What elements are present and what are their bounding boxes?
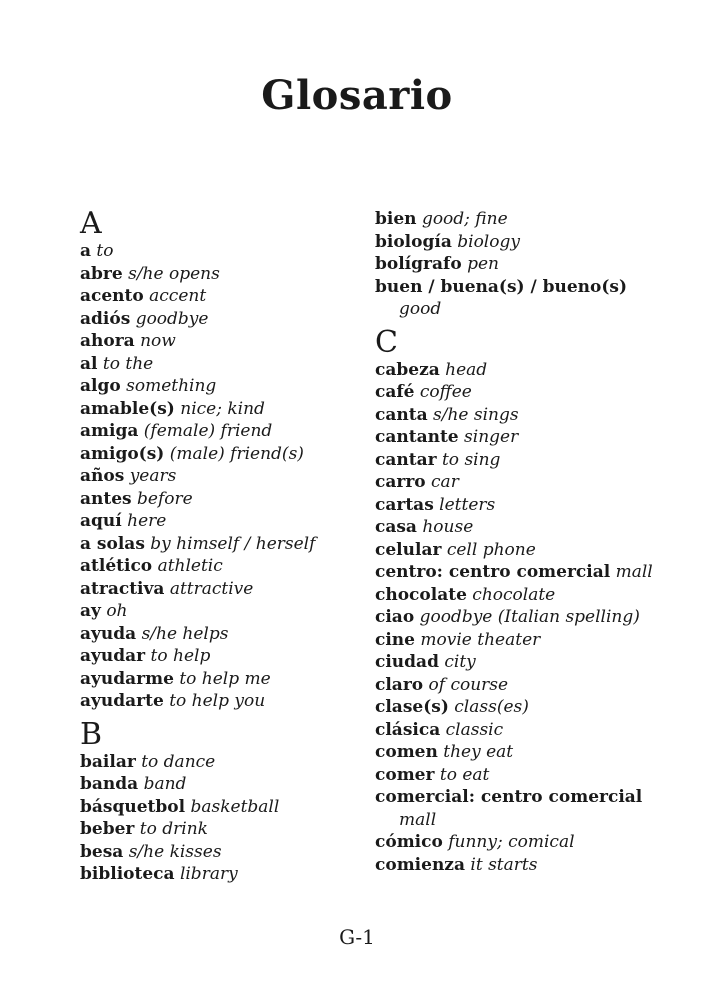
glossary-entry (80, 398, 350, 421)
glossary-entry (375, 719, 675, 742)
section-letter-c: C (375, 324, 398, 360)
glossary-entry (80, 308, 350, 331)
entry-definition: s/he helps (141, 623, 229, 644)
entry-definition: good; fine (421, 209, 508, 229)
entry-term: a (80, 241, 92, 261)
entry-definition: to sing (441, 449, 501, 470)
entry-definition: house (422, 517, 474, 537)
glossary-entry (375, 449, 675, 472)
glossary-entry (375, 651, 675, 674)
glossary-right-column (375, 208, 675, 876)
entry-term: al (80, 353, 98, 374)
glossary-entry (80, 668, 350, 691)
glossary-entry (375, 253, 675, 276)
entry-term: amigo(s) (80, 443, 165, 464)
entry-term: ciao (375, 607, 415, 627)
entry-definition: it starts (470, 854, 538, 875)
entry-definition: basketball (190, 796, 280, 817)
glossary-entry (80, 375, 350, 398)
entry-definition: years (129, 466, 177, 486)
glossary-entry (375, 674, 675, 697)
entry-definition: mall (615, 562, 653, 582)
glossary-left-column (80, 208, 350, 886)
entry-definition: nice; kind (180, 398, 265, 419)
glossary-entry (80, 818, 350, 841)
entry-term: beber (80, 819, 135, 839)
glossary-entry (80, 555, 350, 578)
entry-definition: something (126, 376, 217, 396)
entry-term: antes (80, 488, 132, 509)
entry-definition: biology (457, 231, 520, 252)
entry-definition: to drink (139, 819, 208, 839)
section-b-continued (375, 208, 675, 321)
entry-term: comer (375, 764, 435, 785)
entry-definition: to help (150, 646, 211, 666)
glossary-entry (375, 404, 675, 427)
entry-definition: cell phone (446, 539, 536, 560)
entry-term: comercial: centro comercial (375, 787, 643, 807)
entry-term: ciudad (375, 652, 439, 672)
entry-term: celular (375, 539, 442, 560)
entry-definition: to the (102, 353, 154, 374)
section-letter-b: B (80, 716, 103, 752)
entry-term: casa (375, 517, 417, 537)
entry-term: bolígrafo (375, 254, 462, 274)
glossary-entry (80, 330, 350, 353)
entry-definition: to (96, 241, 114, 261)
glossary-entry (80, 645, 350, 668)
glossary-entry (80, 841, 350, 864)
glossary-entry (80, 690, 350, 713)
glossary-entry (80, 465, 350, 488)
page-title: Glosario (261, 72, 453, 119)
glossary-entry (375, 494, 675, 517)
entry-definition: band (143, 774, 187, 794)
entry-term: buen / buena(s) / bueno(s) (375, 276, 628, 297)
entry-definition: oh (106, 601, 128, 621)
entry-definition: mall (399, 809, 437, 830)
entry-definition: good (399, 299, 442, 319)
entry-term: claro (375, 674, 424, 695)
entry-term: ay (80, 601, 101, 621)
entry-term: clase(s) (375, 697, 449, 717)
entry-term: cartas (375, 494, 434, 515)
entry-definition: to help you (169, 691, 266, 711)
glossary-entry (375, 584, 675, 607)
entry-term: comienza (375, 854, 465, 875)
entry-definition: goodbye (135, 308, 209, 329)
entry-term: ayudarme (80, 668, 174, 689)
glossary-entry (375, 359, 675, 382)
section-b (80, 716, 350, 886)
glossary-entry (375, 741, 675, 764)
page-number: G-1 (339, 925, 375, 949)
glossary-entry (375, 561, 675, 584)
entry-term: carro (375, 472, 426, 492)
entry-definition: before (137, 488, 193, 509)
entry-term: ayudarte (80, 691, 164, 711)
glossary-entry (80, 510, 350, 533)
entry-definition: pen (467, 254, 499, 274)
entry-definition: to eat (439, 764, 490, 785)
entry-term: biología (375, 231, 452, 252)
entry-term: cabeza (375, 359, 440, 380)
entry-definition: class(es) (454, 697, 529, 717)
section-c (375, 324, 675, 877)
glossary-entry (375, 426, 675, 449)
entry-term: canta (375, 404, 428, 425)
entry-definition: city (444, 652, 476, 672)
glossary-entry (80, 240, 350, 263)
glossary-entry (375, 381, 675, 404)
entry-definition: letters (439, 494, 496, 515)
glossary-entry (80, 773, 350, 796)
entry-term: centro: centro comercial (375, 562, 611, 582)
glossary-entry (80, 533, 350, 556)
glossary-entry (80, 285, 350, 308)
entry-list-b (80, 751, 350, 886)
entry-term: amiga (80, 421, 139, 441)
glossary-entry (375, 696, 675, 719)
glossary-entry (375, 516, 675, 539)
entry-term: adiós (80, 308, 131, 329)
entry-term: clásica (375, 719, 441, 740)
entry-definition: car (431, 472, 459, 492)
entry-definition: here (127, 511, 167, 531)
entry-term: años (80, 466, 125, 486)
entry-term: ayuda (80, 623, 137, 644)
entry-list-a (80, 240, 350, 713)
entry-definition: classic (445, 719, 504, 740)
entry-definition: accent (149, 286, 207, 306)
entry-term: cómico (375, 832, 443, 852)
glossary-entry (375, 471, 675, 494)
glossary-entry (80, 751, 350, 774)
entry-definition: s/he kisses (128, 841, 222, 862)
entry-definition: (male) friend(s) (169, 443, 304, 464)
entry-definition: attractive (169, 578, 254, 599)
glossary-entry (375, 539, 675, 562)
glossary-entry (375, 831, 675, 854)
glossary-entry (80, 863, 350, 886)
glossary-entry (375, 231, 675, 254)
glossary-entry (80, 623, 350, 646)
glossary-entry (80, 796, 350, 819)
glossary-entry (375, 629, 675, 652)
entry-definition: now (140, 331, 176, 351)
glossary-entry (80, 488, 350, 511)
entry-term: biblioteca (80, 864, 175, 884)
entry-term: abre (80, 263, 123, 284)
entry-term: cantante (375, 427, 459, 447)
entry-definition: funny; comical (448, 832, 575, 852)
entry-term: café (375, 382, 415, 402)
entry-term: a solas (80, 533, 145, 554)
glossary-entry (80, 600, 350, 623)
entry-term: amable(s) (80, 398, 175, 419)
entry-term: acento (80, 286, 144, 306)
entry-definition: library (179, 864, 238, 884)
entry-definition: chocolate (472, 584, 556, 605)
glossary-entry (80, 578, 350, 601)
entry-definition: to help me (179, 668, 271, 689)
entry-term: besa (80, 841, 124, 862)
entry-term: ayudar (80, 646, 146, 666)
glossary-entry (375, 208, 675, 231)
glossary-entry (375, 276, 675, 321)
glossary-entry (80, 263, 350, 286)
entry-term: cantar (375, 449, 437, 470)
entry-term: cine (375, 629, 415, 650)
entry-term: banda (80, 774, 139, 794)
entry-term: comen (375, 742, 438, 762)
entry-definition: (female) friend (143, 421, 273, 441)
glossary-entry (375, 786, 675, 831)
entry-definition: singer (464, 427, 519, 447)
entry-term: aquí (80, 511, 122, 531)
glossary-entry (80, 353, 350, 376)
entry-list-c (375, 359, 675, 877)
glossary-entry (80, 420, 350, 443)
entry-definition: coffee (419, 382, 472, 402)
entry-definition: of course (428, 674, 509, 695)
entry-term: atlético (80, 556, 153, 576)
entry-term: bien (375, 209, 417, 229)
entry-term: chocolate (375, 584, 467, 605)
entry-definition: head (445, 359, 488, 380)
entry-definition: s/he opens (128, 263, 220, 284)
glossary-entry (375, 854, 675, 877)
section-letter-a: A (80, 206, 102, 241)
entry-definition: movie theater (420, 629, 541, 650)
entry-definition: athletic (157, 556, 223, 576)
entry-term: atractiva (80, 578, 165, 599)
entry-definition: goodbye (Italian spelling) (419, 607, 640, 627)
entry-term: ahora (80, 331, 135, 351)
entry-term: básquetbol (80, 796, 186, 817)
entry-term: bailar (80, 751, 136, 772)
glossary-entry (375, 606, 675, 629)
entry-term: algo (80, 376, 121, 396)
entry-definition: they eat (443, 742, 514, 762)
entry-definition: to dance (141, 751, 216, 772)
glossary-entry (80, 443, 350, 466)
entry-definition: by himself / herself (150, 533, 316, 554)
entry-definition: s/he sings (433, 404, 519, 425)
entry-list-b-continued (375, 208, 675, 321)
section-a (80, 208, 350, 713)
glossary-entry (375, 764, 675, 787)
